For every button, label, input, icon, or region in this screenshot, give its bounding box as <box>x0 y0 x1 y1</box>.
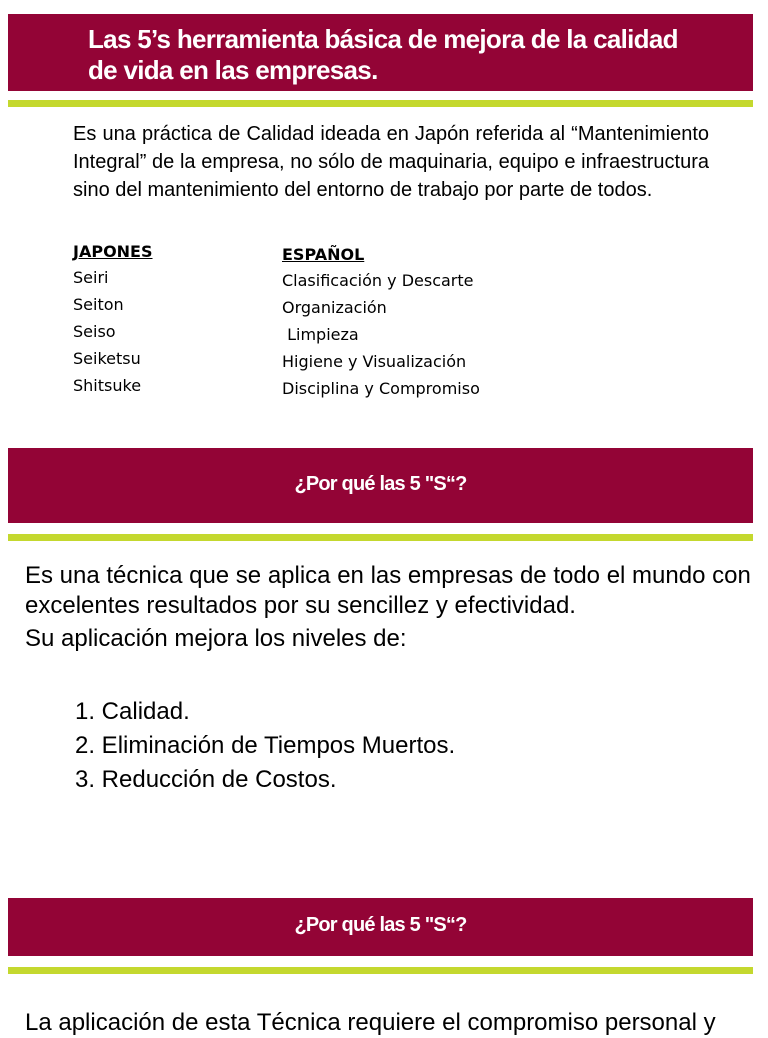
japanese-term: Seiton <box>73 295 124 314</box>
slide2-paragraph-lead: Su aplicación mejora los niveles de: <box>25 625 407 652</box>
slide1-title: Las 5’s herramienta básica de mejora de la calidad de vida en las empresas. <box>88 24 678 85</box>
spanish-column-header: ESPAÑOL <box>282 245 365 264</box>
spanish-term: Higiene y Visualización <box>282 352 467 371</box>
slide3-title: ¿Por qué las 5 "S“? <box>294 914 467 936</box>
spanish-term: Clasificación y Descarte <box>282 271 474 290</box>
slide1-title-band <box>8 14 753 91</box>
list-item: 1. Calidad. <box>75 698 190 725</box>
slide3-title-band <box>8 898 753 956</box>
japanese-term: Seiri <box>73 268 109 287</box>
list-item: 3. Reducción de Costos. <box>75 766 337 793</box>
slide3-paragraph: La aplicación de esta Técnica requiere el compromiso personal y <box>25 1009 716 1036</box>
japanese-column <box>73 240 263 399</box>
japanese-term: Seiketsu <box>73 349 141 368</box>
spanish-term: Organización <box>282 298 387 317</box>
spanish-term: Limpieza <box>282 325 359 344</box>
slide2-paragraph: Es una técnica que se aplica en las empresas de todo el mundo con excelentes resultados por su sencillez y efectividad. <box>25 562 751 619</box>
slide2-title: ¿Por qué las 5 "S“? <box>294 473 467 495</box>
list-item: 2. Eliminación de Tiempos Muertos. <box>75 732 456 759</box>
japanese-term: Shitsuke <box>73 376 142 395</box>
slide1-rule <box>8 100 753 107</box>
spanish-column <box>282 243 602 402</box>
japanese-term: Seiso <box>73 322 116 341</box>
slide2-title-band <box>8 448 753 523</box>
benefits-list <box>75 695 455 797</box>
japanese-column-header: JAPONES <box>73 242 153 261</box>
slide1-intro-paragraph: Es una práctica de Calidad ideada en Japón referida al “Mantenimiento Integral” de la empresa, no sólo de maquinaria, equipo e infraestructura sino del mantenimiento del entorno de trabajo por parte de todos. <box>73 123 709 201</box>
slide3-rule <box>8 967 753 974</box>
spanish-term: Disciplina y Compromiso <box>282 379 480 398</box>
slide2-rule <box>8 534 753 541</box>
